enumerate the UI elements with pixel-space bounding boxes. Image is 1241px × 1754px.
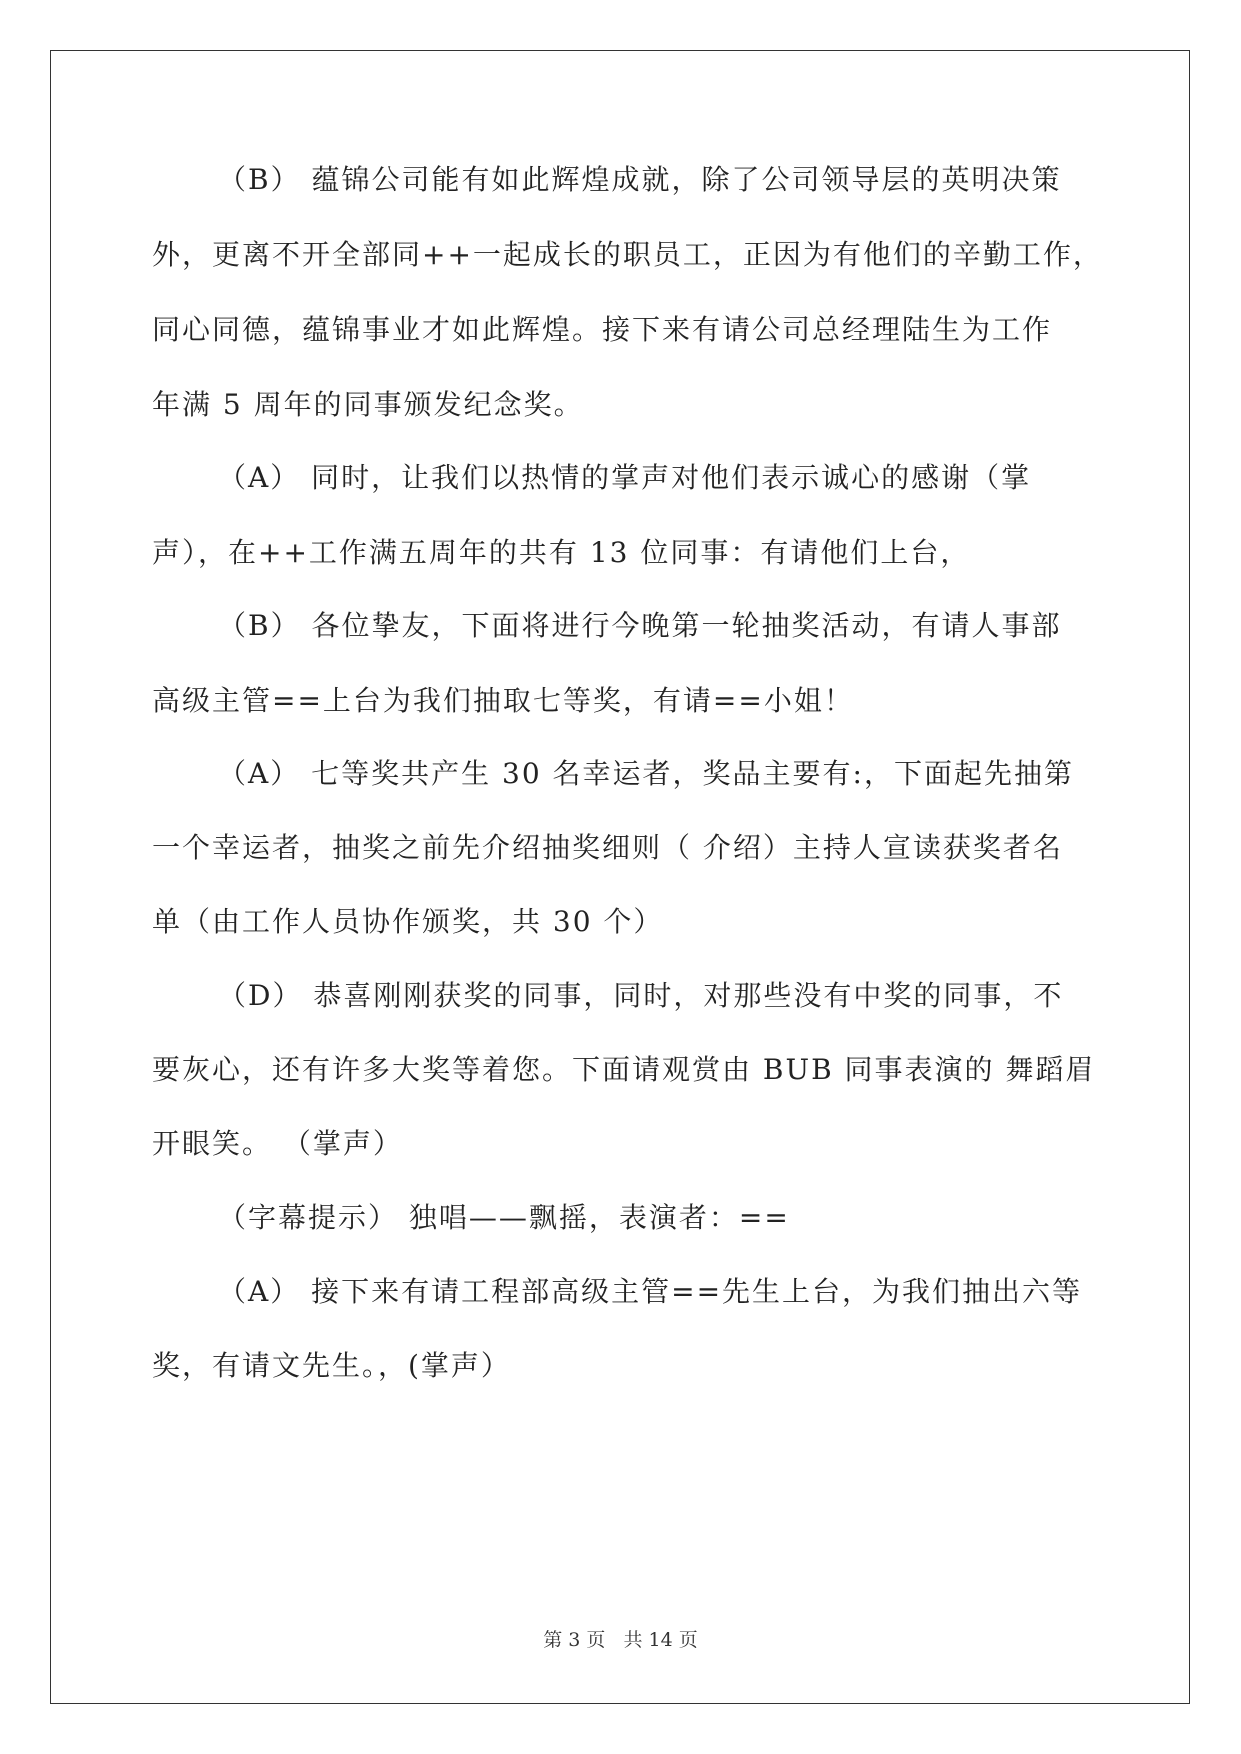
- paragraph-line: （字幕提示） 独唱——飘摇，表演者：==: [218, 1201, 790, 1234]
- paragraph-line: （B） 各位挚友，下面将进行今晚第一轮抽奖活动，有请人事部: [218, 609, 1062, 642]
- paragraph-line: （B） 蕴锦公司能有如此辉煌成就，除了公司领导层的英明决策: [218, 163, 1062, 196]
- paragraph-line: （A） 七等奖共产生 30 名幸运者，奖品主要有:，下面起先抽第: [218, 757, 1074, 790]
- paragraph-line: 要灰心，还有许多大奖等着您。下面请观赏由 BUB 同事表演的 舞蹈眉: [152, 1053, 1096, 1086]
- page-number: 第 3 页: [543, 1629, 606, 1651]
- paragraph-line: 高级主管==上台为我们抽取七等奖，有请==小姐！: [152, 684, 854, 717]
- paragraph-line: 外，更离不开全部同++一起成长的职员工，正因为有他们的辛勤工作，: [152, 238, 1103, 271]
- paragraph-line: 年满 5 周年的同事颁发纪念奖。: [152, 388, 584, 421]
- paragraph-line: 开眼笑。 （掌声）: [152, 1127, 403, 1160]
- page-border: [50, 50, 1190, 1704]
- paragraph-line: （A） 同时，让我们以热情的掌声对他们表示诚心的感谢（掌: [218, 461, 1032, 494]
- paragraph-line: （D） 恭喜刚刚获奖的同事，同时，对那些没有中奖的同事，不: [218, 979, 1064, 1012]
- paragraph-line: 一个幸运者，抽奖之前先介绍抽奖细则（ 介绍）主持人宣读获奖者名: [152, 831, 1063, 864]
- paragraph-line: （A） 接下来有请工程部高级主管==先生上台，为我们抽出六等: [218, 1275, 1083, 1308]
- paragraph-line: 声），在++工作满五周年的共有 13 位同事：有请他们上台，: [152, 536, 971, 569]
- paragraph-line: 奖，有请文先生。，(掌声）: [152, 1349, 511, 1382]
- paragraph-line: 同心同德，蕴锦事业才如此辉煌。接下来有请公司总经理陆生为工作: [152, 313, 1053, 346]
- paragraph-line: 单（由工作人员协作颁奖，共 30 个）: [152, 905, 664, 938]
- page-total: 共 14 页: [623, 1629, 698, 1651]
- page-footer: [0, 1625, 1241, 1652]
